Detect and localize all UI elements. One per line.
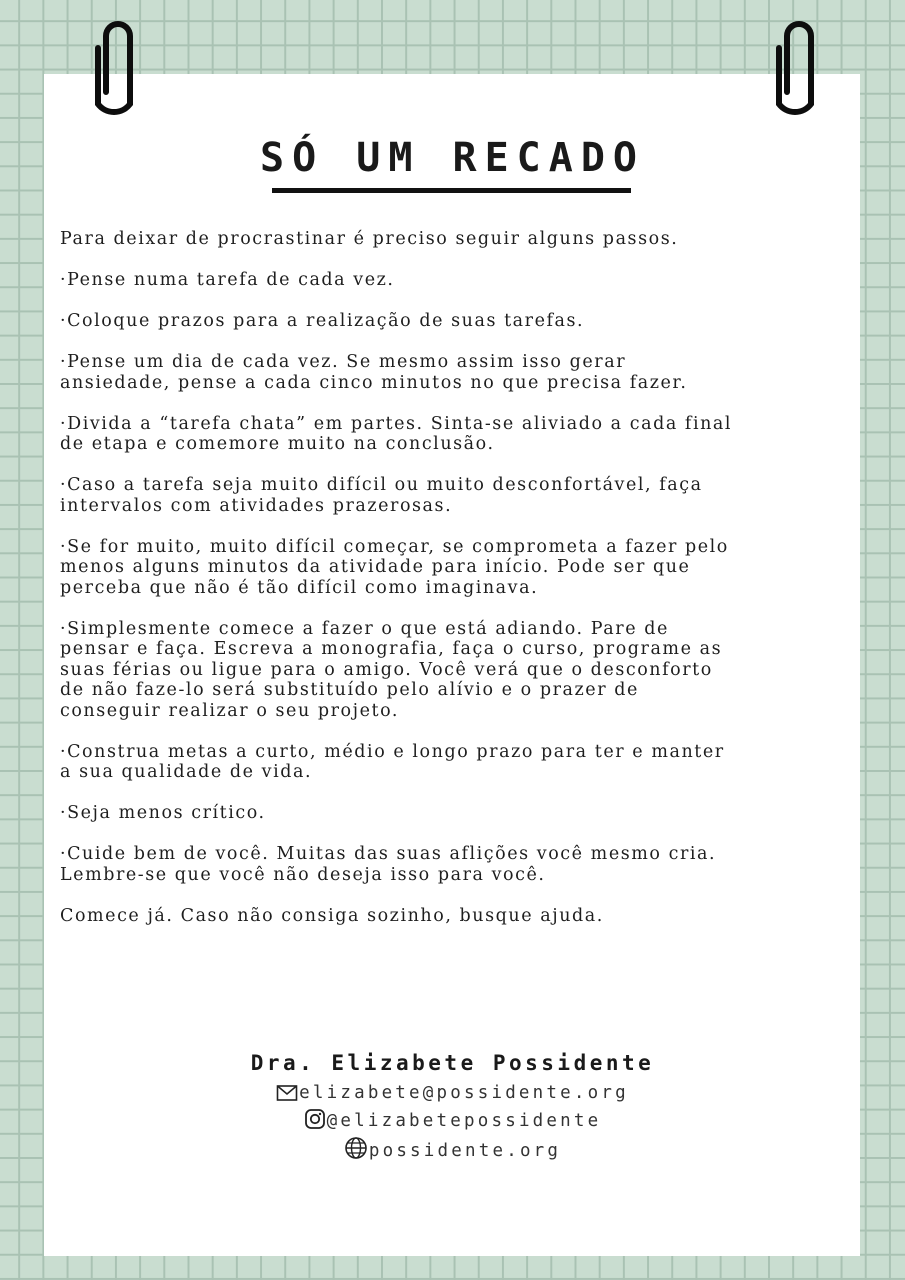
globe-icon [344,1136,368,1160]
contact-instagram[interactable] [0,1108,905,1133]
step-item: ·Construa metas a curto, médio e longo prazo para ter e manter a sua qualidade de vida. [60,741,725,782]
step-item: ·Cuide bem de você. Muitas das suas aflições você mesmo cria. Lembre-se que você não deseja isso para você. [60,844,717,885]
message-body [60,229,850,947]
contact-website[interactable] [0,1136,905,1163]
paperclip-icon [86,18,142,128]
step-item: ·Caso a tarefa seja muito difícil ou muito desconfortável, faça intervalos com atividades prazerosas. [60,475,703,516]
step-item: ·Coloque prazos para a realização de suas tarefas. [60,311,585,331]
website-text[interactable]: possidente.org [368,1141,562,1161]
paperclip-icon [767,18,823,128]
contact-email[interactable] [0,1081,905,1105]
envelope-icon [276,1084,298,1102]
email-text[interactable]: elizabete@possidente.org [299,1083,629,1103]
page-title: SÓ UM RECADO [260,135,645,181]
title-underline [272,188,631,193]
instagram-icon [304,1108,326,1130]
closing-paragraph: Comece já. Caso não consiga sozinho, busque ajuda. [60,905,604,926]
step-item: ·Divida a “tarefa chata” em partes. Sinta-se aliviado a cada final de etapa e comemore muito na conclusão. [60,413,733,454]
step-item: ·Se for muito, muito difícil começar, se comprometa a fazer pelo menos alguns minutos da atividade para início. Pode ser que perceba que não é tão difícil como imaginava. [60,536,729,598]
step-item: ·Simplesmente comece a fazer o que está adiando. Pare de pensar e faça. Escreva a monografia, faça o curso, programe as suas férias ou ligue para o amigo. Você verá que o desconforto de não faze-lo será substituído pelo alívio e o prazer de conseguir realizar o seu projeto. [60,618,723,721]
step-item: ·Pense um dia de cada vez. Se mesmo assim isso gerar ansiedade, pense a cada cinco minutos no que precisa fazer. [60,352,688,393]
step-item: ·Pense numa tarefa de cada vez. [60,270,395,290]
signature-name: Dra. Elizabete Possidente [250,1051,655,1075]
step-item: ·Seja menos crítico. [60,803,266,823]
intro-paragraph: Para deixar de procrastinar é preciso seguir alguns passos. [60,229,679,249]
instagram-handle[interactable]: @elizabetepossidente [326,1111,602,1131]
